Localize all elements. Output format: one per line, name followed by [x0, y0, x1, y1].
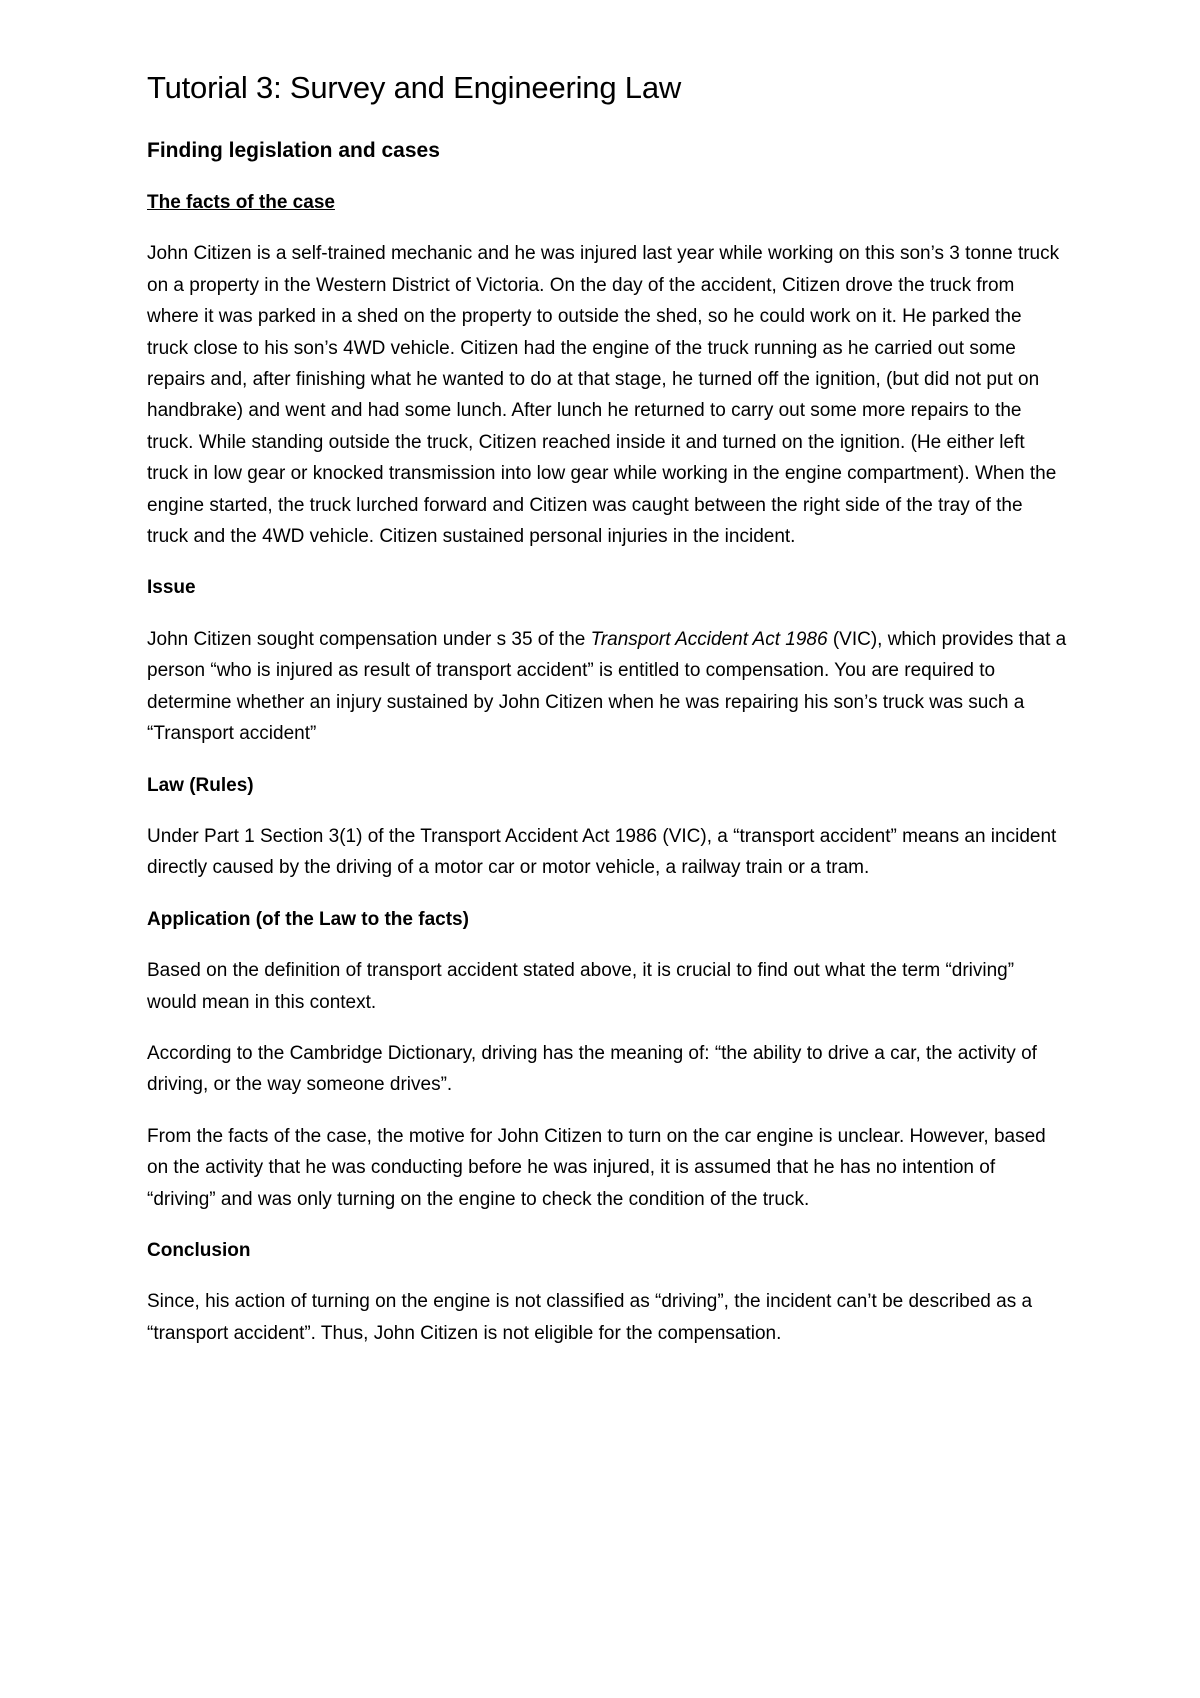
- issue-heading: Issue: [147, 577, 196, 599]
- issue-paragraph: [147, 624, 1067, 750]
- document-subtitle: Finding legislation and cases: [147, 139, 440, 162]
- issue-act-name: Transport Accident Act 1986: [590, 628, 828, 650]
- document-page: [147, 68, 1067, 1369]
- law-heading: Law (Rules): [147, 774, 254, 796]
- document-title: Tutorial 3: Survey and Engineering Law: [147, 70, 682, 105]
- application-paragraph-3: From the facts of the case, the motive for John Citizen to turn on the car engine is unclear. However, based on the activity that he was conducting before he was injured, it is assumed that he has no intention of “driving” and was only turning on the engine to check the condition of the truck.: [147, 1125, 1046, 1210]
- conclusion-paragraph: Since, his action of turning on the engine is not classified as “driving”, the incident can’t be described as a “transport accident”. Thus, John Citizen is not eligible for the compensation.: [147, 1291, 1033, 1344]
- issue-text-part1: John Citizen sought compensation under s 35 of the: [147, 628, 591, 650]
- facts-heading: The facts of the case: [147, 192, 335, 213]
- conclusion-heading: Conclusion: [147, 1239, 251, 1261]
- facts-paragraph: John Citizen is a self-trained mechanic and he was injured last year while working on this son’s 3 tonne truck on a property in the Western District of Victoria. On the day of the accident, Citizen drove the truck from where it was parked in a shed on the property to outside the shed, so he could work on it. He parked the truck close to his son’s 4WD vehicle. Citizen had the engine of the truck running as he carried out some repairs and, after finishing what he wanted to do at that stage, he turned off the ignition, (but did not put on handbrake) and went and had some lunch. After lunch he returned to carry out some more repairs to the truck. While standing outside the truck, Citizen reached inside it and turned on the ignition. (He either left truck in low gear or knocked transmission into low gear while working in the engine compartment). When the engine started, the truck lurched forward and Citizen was caught between the right side of the tray of the truck and the 4WD vehicle. Citizen sustained personal injuries in the incident.: [147, 243, 1060, 548]
- application-heading: Application (of the Law to the facts): [147, 908, 469, 930]
- law-paragraph: Under Part 1 Section 3(1) of the Transport Accident Act 1986 (VIC), a “transport accident” means an incident directly caused by the driving of a motor car or motor vehicle, a railway train or a tram.: [147, 825, 1057, 879]
- application-paragraph-1: Based on the definition of transport accident stated above, it is crucial to find out what the term “driving” would mean in this context.: [147, 960, 1015, 1013]
- application-paragraph-2: According to the Cambridge Dictionary, driving has the meaning of: “the ability to drive a car, the activity of driving, or the way someone drives”.: [147, 1042, 1037, 1096]
- issue-text-part2: (VIC), which provides that a person “who is injured as result of transport accident” is entitled to compensation. You are required to determine whether an injury sustained by John Citizen when he was repairing his son’s truck was such a “Transport accident”: [147, 628, 1067, 745]
